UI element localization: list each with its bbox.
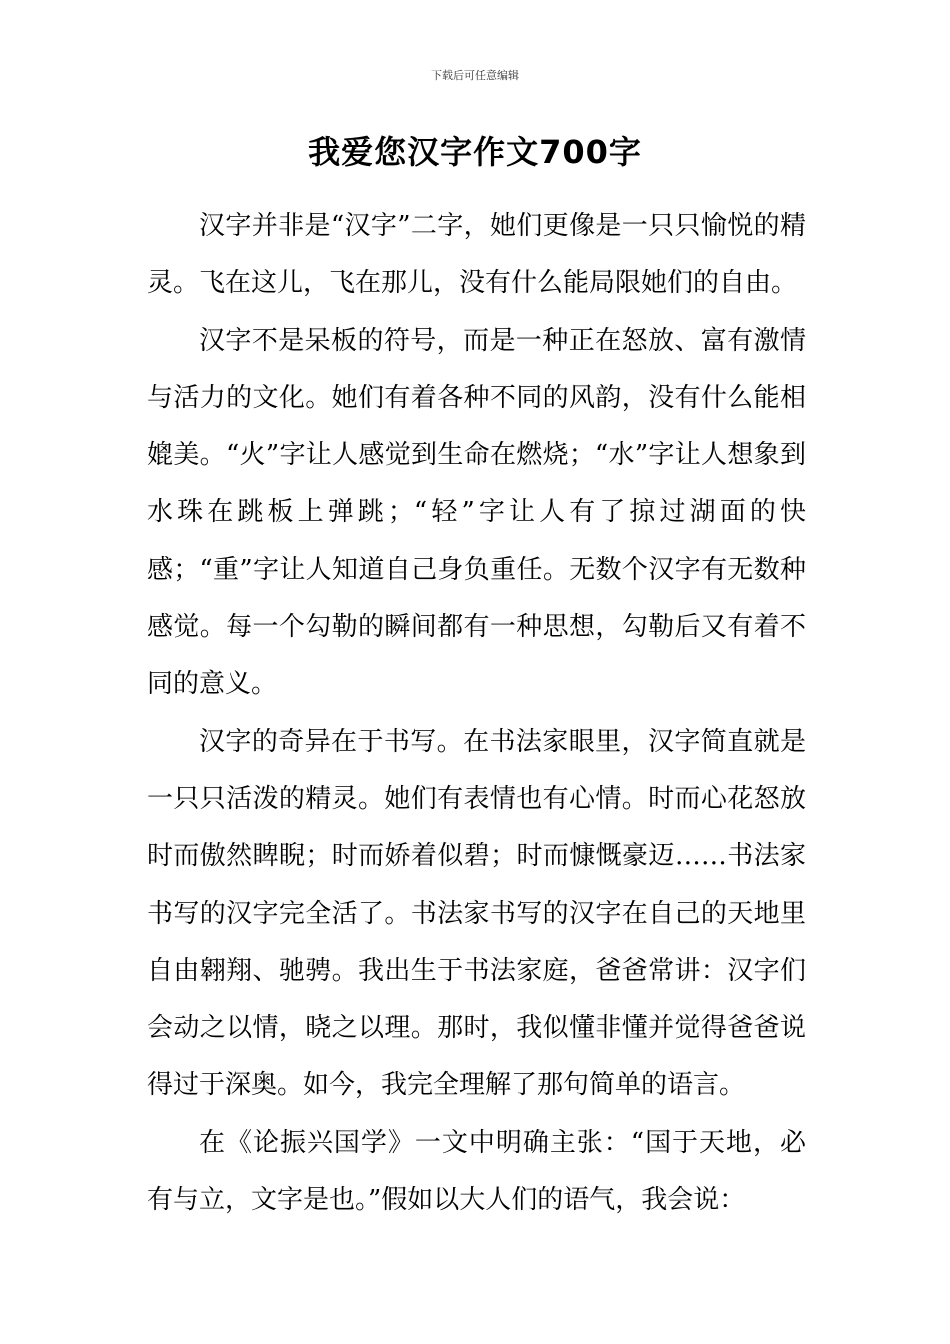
paragraph-2: 汉字不是呆板的符号，而是一种正在怒放、富有激情与活力的文化。她们有着各种不同的风韵，没有什么能相媲美。“火”字让人感觉到生命在燃烧；“水”字让人想象到水珠在跳板上弹跳；“轻”字让人有了掠过湖面的快感；“重”字让人知道自己身负重任。无数个汉字有无数种感觉。每一个勾勒的瞬间都有一种思想，勾勒后又有着不同的意义。 — [147, 325, 806, 700]
header-note: 下载后可任意编辑 — [431, 69, 519, 82]
paragraph-1: 汉字并非是“汉字”二字，她们更像是一只只愉悦的精灵。飞在这儿，飞在那儿，没有什么能局限她们的自由。 — [147, 211, 806, 299]
document-body — [147, 198, 806, 1229]
paragraph-4: 在《论振兴国学》一文中明确主张：“国于天地，必有与立，文字是也。”假如以大人们的语气，我会说： — [147, 1127, 806, 1216]
paragraph-3: 汉字的奇异在于书写。在书法家眼里，汉字简直就是一只只活泼的精灵。她们有表情也有心情。时而心花怒放时而傲然睥睨；时而娇着似碧；时而慷慨豪迈……书法家书写的汉字完全活了。书法家书写的汉字在自己的天地里自由翱翔、驰骋。我出生于书法家庭，爸爸常讲：汉字们会动之以情，晓之以理。那时，我似懂非懂并觉得爸爸说得过于深奥。如今，我完全理解了那句简单的语言。 — [147, 726, 806, 1101]
document-title: 我爱您汉字作文700字 — [308, 133, 642, 171]
